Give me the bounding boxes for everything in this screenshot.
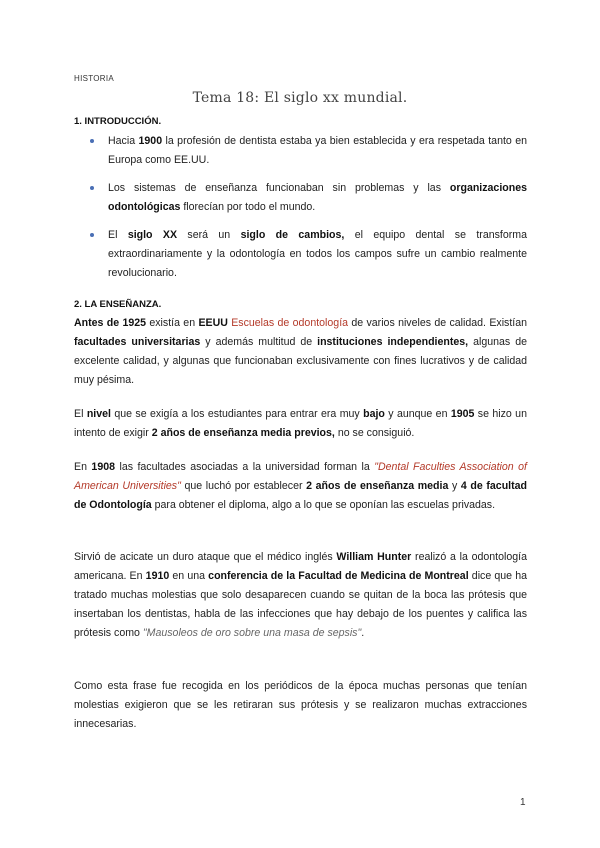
bullet-dot-icon [90,139,94,143]
document-title: Tema 18: El siglo xx mundial. [192,90,408,106]
section-heading-introduccion: 1. INTRODUCCIÓN. [74,116,162,127]
bullet-item: Hacia 1900 la profesión de dentista estaba ya bien establecida y era respetada tanto en Europa como EE.UU. [74,132,527,170]
paragraph-periodicos: Como esta frase fue recogida en los periódicos de la época muchas personas que tenían molestias exigieron que se les retiraran sus prótesis y se realizaron muchas extracciones innecesarias. [74,680,527,730]
bullet-dot-icon [90,186,94,190]
paragraph-antes-1925: Antes de 1925 existía en EEUU Escuelas de odontología de varios niveles de calidad. Existían facultades universitarias y además multitud de instituciones independientes, algunas de excelente calidad, y algunas que funcionaban exclusivamente con fines lucrativos y de calidad muy pésima. [74,317,528,386]
bullet-dot-icon [90,233,94,237]
intro-bullet-list [74,132,527,292]
bullet-item: Los sistemas de enseñanza funcionaban sin problemas y las organizaciones odontológicas florecían por todo el mundo. [74,179,527,217]
paragraph-william-hunter: Sirvió de acicate un duro ataque que el médico inglés William Hunter realizó a la odontología americana. En 1910 en una conferencia de la Facultad de Medicina de Montreal dice que ha tratado muchas molestias que solo desaparecen cuando se quitan de la boca las prótesis que insertaban los dentistas, habla de las infecciones que hay debajo de los puentes y califica las prótesis como "Mausoleos de oro sobre una masa de sepsis". [74,551,528,639]
paragraph-nivel: El nivel que se exigía a los estudiantes para entrar era muy bajo y aunque en 1905 se hizo un intento de exigir 2 años de enseñanza media previos, no se consiguió. [74,408,527,439]
paragraph-1908: En 1908 las facultades asociadas a la universidad forman la "Dental Faculties Association of American Universities" que luchó por establecer 2 años de enseñanza media y 4 de facultad de Odontología para obtener el diploma, algo a lo que se oponían las escuelas privadas. [74,461,528,511]
page-number: 1 [520,797,526,808]
header-label: HISTORIA [74,74,115,83]
bullet-item: El siglo XX será un siglo de cambios, el equipo dental se transforma extraordinariamente y la odontología en todos los campos sufre un cambio realmente revolucionario. [74,226,527,283]
section-heading-ensenanza: 2. LA ENSEÑANZA. [74,299,162,310]
